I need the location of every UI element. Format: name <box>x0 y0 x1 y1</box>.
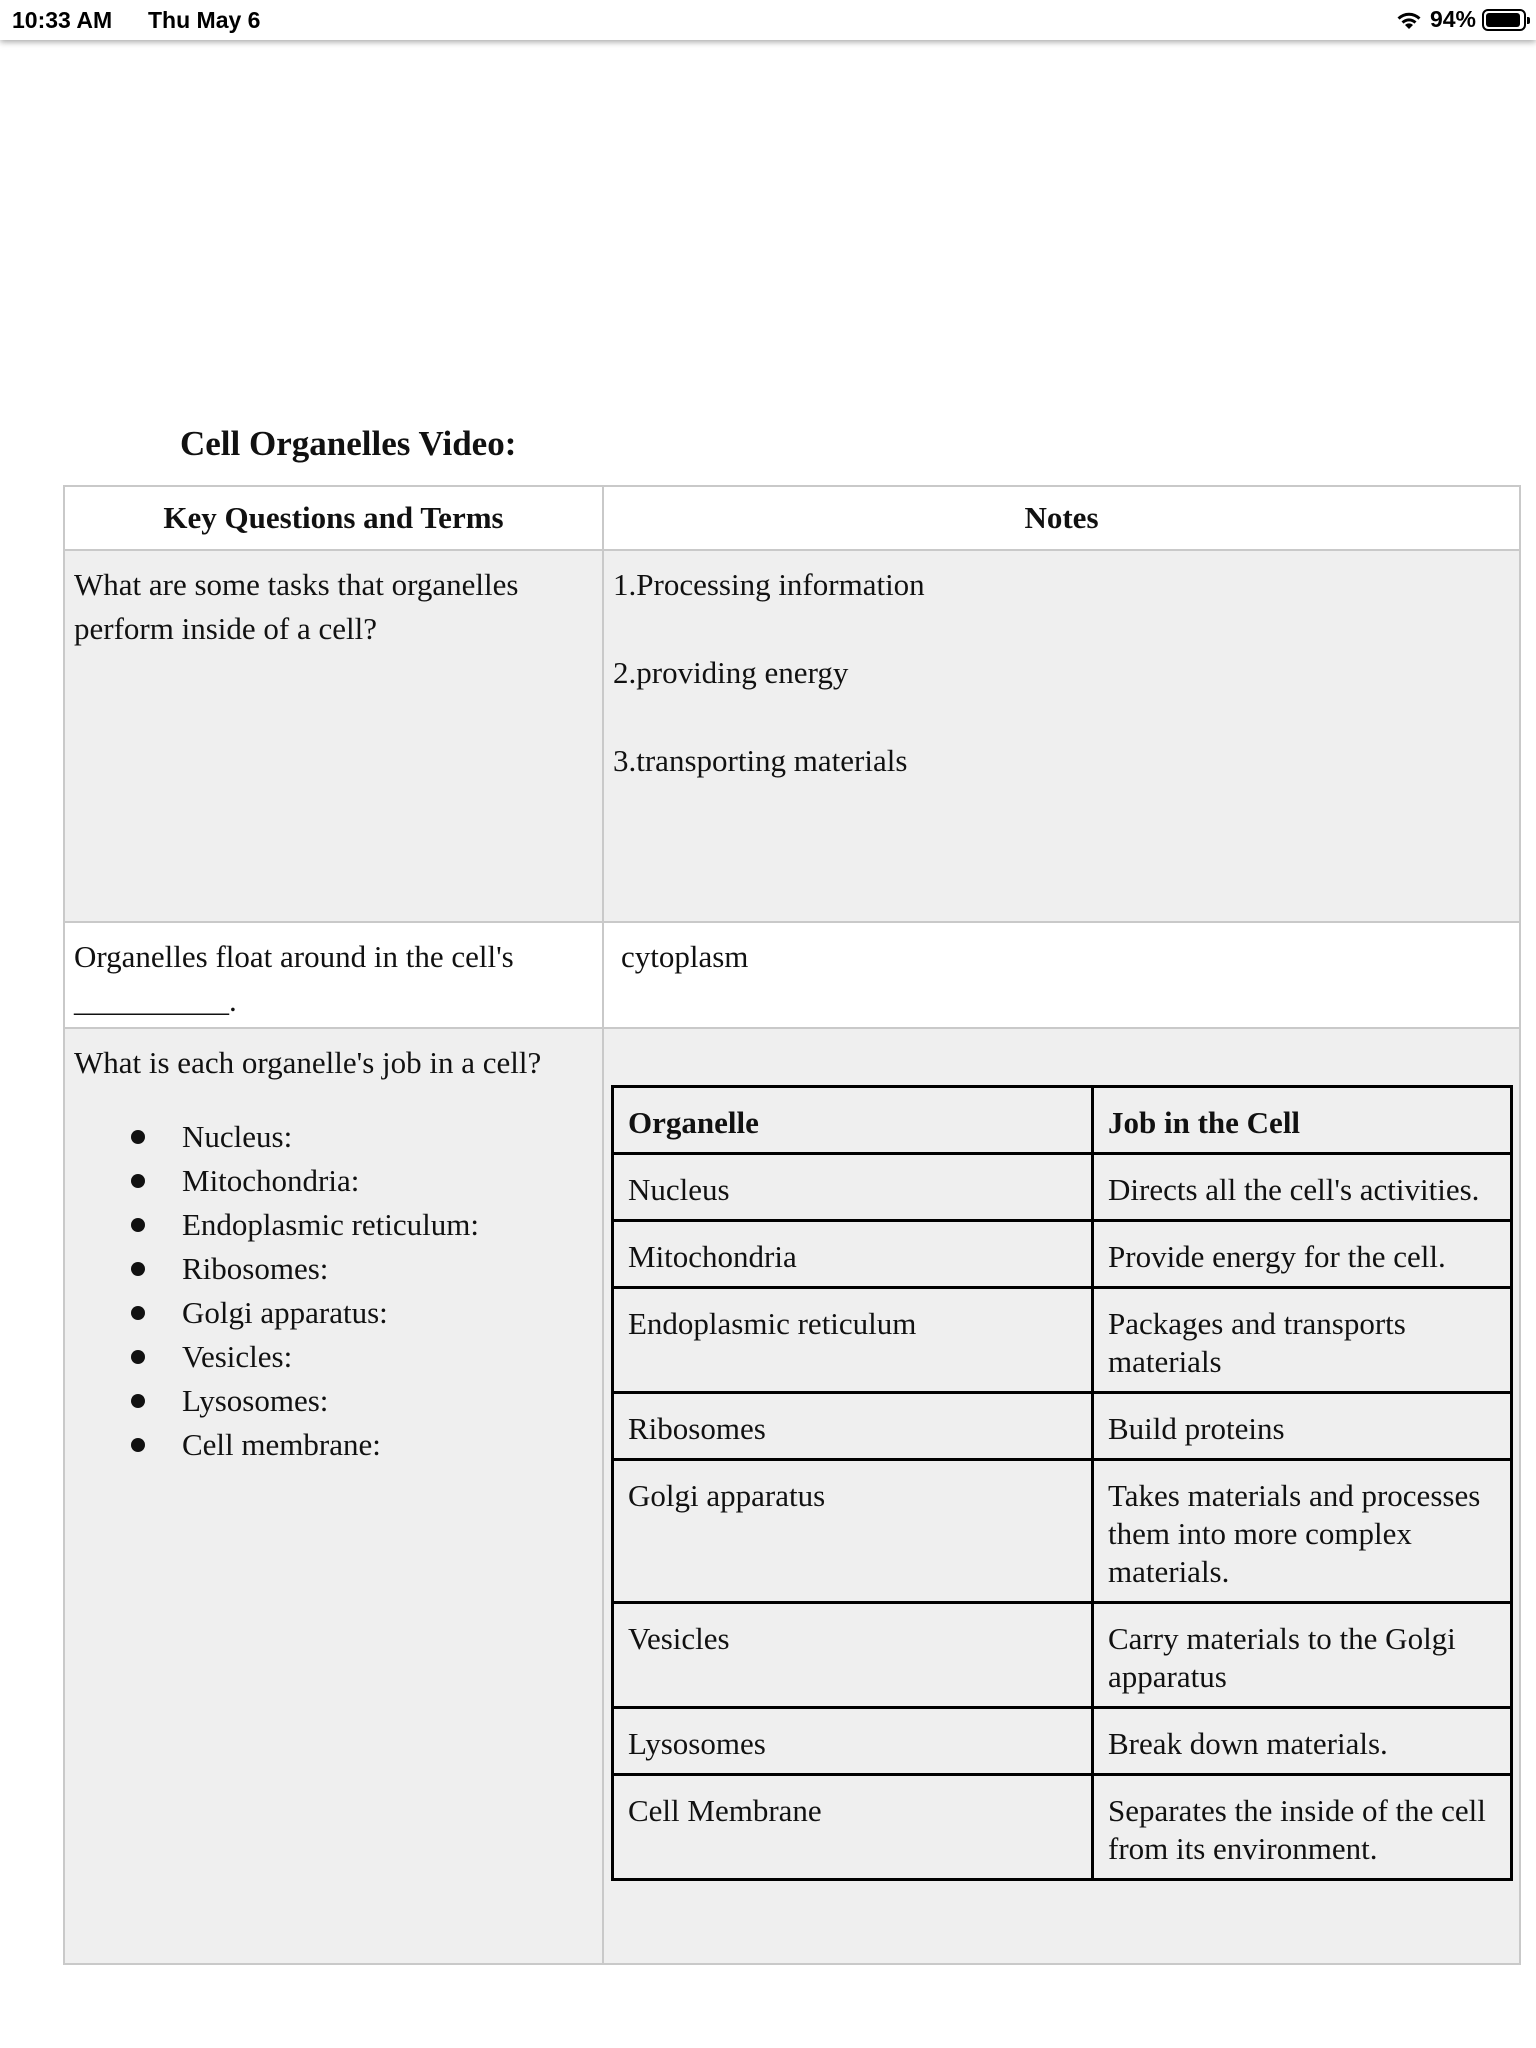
organelle-job[interactable] <box>1093 1393 1512 1460</box>
question-line: Organelles float around in the cell's <box>74 939 514 974</box>
wifi-icon <box>1394 8 1424 32</box>
list-item <box>65 1423 602 1467</box>
bullet-icon <box>131 1130 145 1144</box>
job-line: from its environment. <box>1108 1831 1378 1866</box>
status-bar <box>0 0 1536 40</box>
list-item <box>65 1379 602 1423</box>
organelle-name[interactable]: Mitochondria <box>613 1221 1093 1288</box>
job-line: Carry materials to the Golgi <box>1108 1621 1456 1656</box>
list-item <box>65 1291 602 1335</box>
question-line: What are some tasks that organelles <box>74 567 519 602</box>
organelle-name[interactable]: Ribosomes <box>613 1393 1093 1460</box>
question-text: What is each organelle's job in a cell? <box>74 1045 542 1080</box>
battery-icon <box>1482 9 1526 31</box>
organelle-name[interactable]: Endoplasmic reticulum <box>613 1288 1093 1393</box>
table-row <box>613 1154 1512 1221</box>
table-row <box>64 922 1520 1028</box>
organelle-bullet-list <box>65 1115 602 1467</box>
bullet-icon <box>131 1262 145 1276</box>
battery-fill <box>1486 13 1520 27</box>
job-line: apparatus <box>1108 1659 1227 1694</box>
table-row <box>613 1775 1512 1880</box>
bullet-icon <box>131 1306 145 1320</box>
table-row <box>613 1603 1512 1708</box>
table-row <box>613 1393 1512 1460</box>
table-row <box>613 1460 1512 1603</box>
job-line: materials <box>1108 1344 1222 1379</box>
question-blank: __________. <box>74 983 237 1018</box>
job-line: them into more complex <box>1108 1516 1412 1551</box>
page-title: Cell Organelles Video: <box>180 424 517 463</box>
organelle-name[interactable]: Cell Membrane <box>613 1775 1093 1880</box>
job-line: Packages and transports <box>1108 1306 1406 1341</box>
bullet-icon <box>131 1174 145 1188</box>
header-notes: Notes <box>603 486 1520 550</box>
organelle-name[interactable]: Vesicles <box>613 1603 1093 1708</box>
header-organelle: Organelle <box>613 1087 1093 1154</box>
header-key-questions: Key Questions and Terms <box>64 486 603 550</box>
list-item-label: Lysosomes: <box>182 1383 329 1418</box>
job-line: Separates the inside of the cell <box>1108 1793 1486 1828</box>
organelle-name[interactable]: Nucleus <box>613 1154 1093 1221</box>
question-cell[interactable] <box>64 1028 603 1964</box>
organelle-job[interactable] <box>1093 1708 1512 1775</box>
organelle-job[interactable] <box>1093 1603 1512 1708</box>
list-item-label: Cell membrane: <box>182 1427 381 1462</box>
list-item-label: Endoplasmic reticulum: <box>182 1207 480 1242</box>
job-line: Break down materials. <box>1108 1726 1388 1761</box>
job-line: Build proteins <box>1108 1411 1285 1446</box>
note-line: 2.providing energy <box>613 655 849 690</box>
table-row <box>64 1028 1520 1964</box>
organelle-name[interactable]: Lysosomes <box>613 1708 1093 1775</box>
note-line: 1.Processing information <box>613 567 925 602</box>
list-item <box>65 1115 602 1159</box>
table-row <box>613 1288 1512 1393</box>
table-row <box>613 1708 1512 1775</box>
status-date: Thu May 6 <box>148 7 261 33</box>
question-text <box>65 923 602 1023</box>
job-line: Takes materials and processes <box>1108 1478 1481 1513</box>
notes-cell[interactable] <box>603 1028 1520 1964</box>
organelle-job[interactable] <box>1093 1460 1512 1603</box>
notes-cell[interactable] <box>603 550 1520 922</box>
table-row <box>613 1221 1512 1288</box>
bullet-icon <box>131 1438 145 1452</box>
question-text <box>65 551 602 651</box>
status-time: 10:33 AM <box>12 7 113 33</box>
bullet-icon <box>131 1350 145 1364</box>
question-cell[interactable] <box>64 922 603 1028</box>
list-item <box>65 1247 602 1291</box>
battery-percent: 94% <box>1429 6 1476 32</box>
organelle-table-header <box>613 1087 1512 1154</box>
note-line: cytoplasm <box>621 939 749 974</box>
question-cell[interactable] <box>64 550 603 922</box>
table-row <box>64 550 1520 922</box>
job-line: Provide energy for the cell. <box>1108 1239 1446 1274</box>
organelle-name[interactable]: Golgi apparatus <box>613 1460 1093 1603</box>
question-line: perform inside of a cell? <box>74 611 377 646</box>
bullet-icon <box>131 1218 145 1232</box>
list-item-label: Nucleus: <box>182 1119 293 1154</box>
organelle-table <box>611 1085 1513 1881</box>
job-line: Directs all the cell's activities. <box>1108 1172 1480 1207</box>
table-header-row <box>64 486 1520 550</box>
notes-cell[interactable] <box>603 922 1520 1028</box>
list-item-label: Golgi apparatus: <box>182 1295 388 1330</box>
job-line: materials. <box>1108 1554 1230 1589</box>
header-job: Job in the Cell <box>1093 1087 1512 1154</box>
status-indicators <box>1394 6 1526 33</box>
list-item-label: Mitochondria: <box>182 1163 360 1198</box>
organelle-job[interactable] <box>1093 1288 1512 1393</box>
battery-tip <box>1527 17 1530 24</box>
notes-table <box>63 485 1521 1965</box>
organelle-job[interactable] <box>1093 1154 1512 1221</box>
bullet-icon <box>131 1394 145 1408</box>
list-item-label: Vesicles: <box>182 1339 293 1374</box>
list-item <box>65 1159 602 1203</box>
list-item <box>65 1203 602 1247</box>
list-item-label: Ribosomes: <box>182 1251 329 1286</box>
organelle-job[interactable] <box>1093 1775 1512 1880</box>
list-item <box>65 1335 602 1379</box>
note-line: 3.transporting materials <box>613 743 908 778</box>
organelle-job[interactable] <box>1093 1221 1512 1288</box>
